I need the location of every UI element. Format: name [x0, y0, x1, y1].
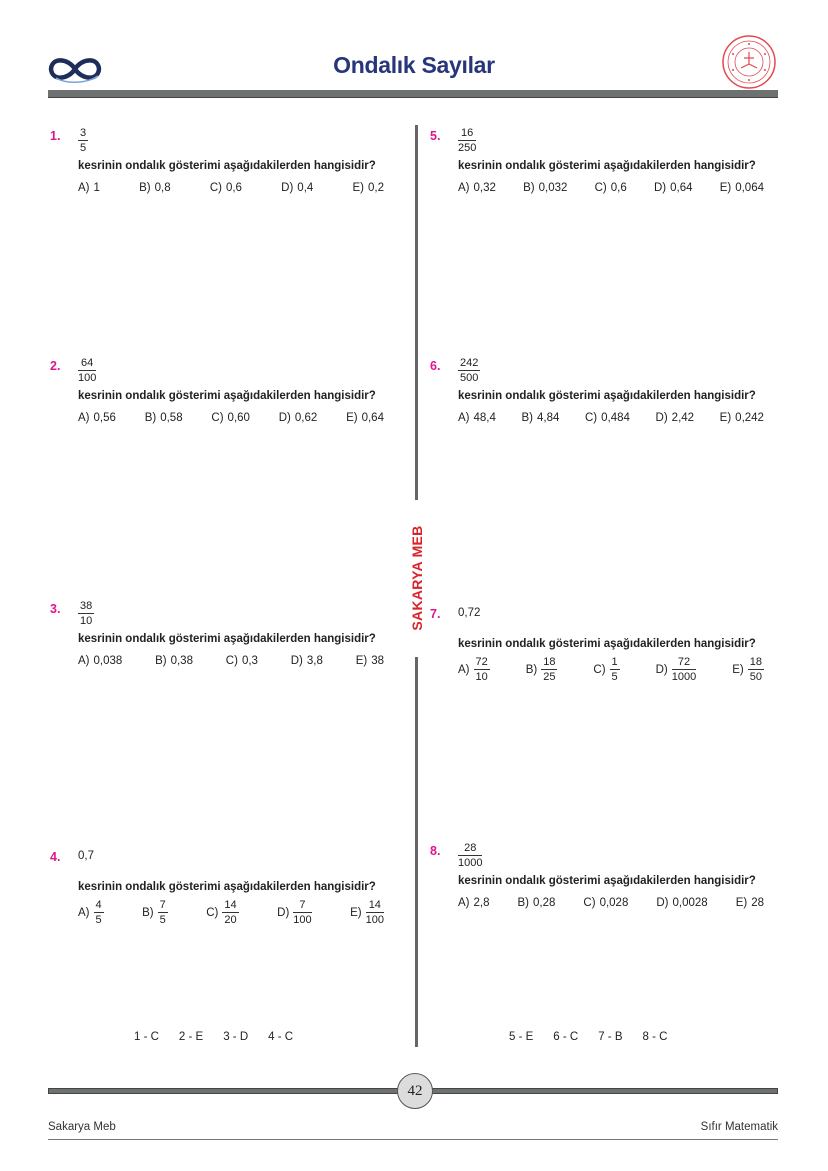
option-label: E) — [350, 906, 362, 919]
ministry-seal — [721, 34, 777, 90]
option-label: E) — [346, 412, 358, 424]
fraction-denominator: 500 — [460, 372, 479, 384]
option-a[interactable] — [78, 899, 104, 926]
fraction-numerator: 7 — [159, 899, 166, 911]
question-number: 5. — [430, 129, 441, 143]
fraction-numerator: 3 — [80, 127, 87, 139]
option-label: A) — [458, 412, 470, 424]
question-stem — [458, 842, 788, 872]
option-d[interactable] — [656, 897, 707, 909]
option-fraction — [474, 656, 490, 683]
fraction-denominator: 5 — [95, 914, 102, 926]
option-label: B) — [144, 412, 157, 424]
option-e[interactable] — [720, 182, 764, 194]
option-label: E) — [719, 412, 732, 424]
question-stem — [78, 357, 408, 387]
stem-decimal: 0,7 — [78, 850, 94, 862]
option-label: E) — [719, 182, 732, 194]
option-a[interactable] — [78, 182, 100, 194]
option-value: 0,2 — [368, 182, 384, 194]
option-b[interactable] — [523, 182, 567, 194]
question-number: 2. — [50, 359, 61, 373]
question-7 — [430, 605, 788, 683]
option-b[interactable] — [142, 899, 168, 926]
option-value: 0,62 — [294, 412, 318, 424]
question-5 — [430, 127, 788, 194]
fraction-bar — [94, 912, 104, 913]
option-label: E) — [732, 663, 744, 676]
option-label: C) — [594, 182, 607, 194]
answer-key-item: 4 - C — [268, 1031, 294, 1043]
fraction-denominator: 50 — [749, 671, 762, 683]
option-value: 0,038 — [93, 655, 123, 667]
option-value: 0,032 — [538, 182, 568, 194]
question-number: 4. — [50, 850, 61, 864]
answer-key-item: 3 - D — [223, 1031, 249, 1043]
option-fraction — [748, 656, 764, 683]
option-label: D) — [290, 655, 303, 667]
fraction-numerator: 18 — [543, 656, 556, 668]
option-value: 28 — [751, 897, 764, 909]
option-label: B) — [155, 655, 167, 667]
question-1 — [50, 127, 408, 194]
column-divider-bottom — [415, 657, 418, 1047]
option-fraction — [293, 899, 311, 926]
option-value: 2,8 — [473, 897, 490, 909]
option-value: 0,64 — [361, 412, 384, 424]
option-fraction — [94, 899, 104, 926]
question-text: kesrinin ondalık gösterimi aşağıdakilerden hangisidir? — [78, 160, 376, 172]
option-value: 0,0028 — [672, 897, 708, 909]
option-label: B) — [521, 412, 533, 424]
option-value: 3,8 — [306, 655, 323, 667]
page-number: 42 — [397, 1073, 433, 1109]
question-stem — [78, 600, 408, 630]
fraction-numerator: 72 — [475, 656, 488, 668]
question-text: kesrinin ondalık gösterimi aşağıdakilerden hangisidir? — [458, 638, 756, 650]
fraction-denominator: 10 — [475, 671, 488, 683]
fraction-bar — [158, 912, 168, 913]
option-label: C) — [585, 412, 598, 424]
option-value: 0,484 — [601, 412, 630, 424]
answer-key-item: 5 - E — [509, 1031, 534, 1043]
option-label: E) — [735, 897, 748, 909]
footer-line — [48, 1139, 778, 1140]
question-text: kesrinin ondalık gösterimi aşağıdakilerden hangisidir? — [78, 390, 376, 402]
question-text: kesrinin ondalık gösterimi aşağıdakilerden hangisidir? — [78, 633, 376, 645]
option-d[interactable] — [277, 899, 312, 926]
option-value: 0,242 — [735, 412, 764, 424]
question-number: 6. — [430, 359, 441, 373]
fraction-bar — [748, 669, 764, 670]
option-label: D) — [277, 906, 290, 919]
option-label: C) — [209, 182, 222, 194]
option-value: 0,56 — [93, 412, 116, 424]
column-divider-top — [415, 125, 418, 500]
option-b[interactable] — [155, 655, 193, 667]
option-a[interactable] — [458, 412, 496, 424]
fraction-bar — [541, 669, 557, 670]
option-label: C) — [211, 412, 224, 424]
fraction-bar — [474, 669, 490, 670]
stem-fraction — [78, 357, 96, 384]
question-stem — [458, 127, 788, 157]
option-c[interactable] — [211, 412, 250, 424]
fraction-denominator: 5 — [80, 142, 87, 154]
option-label: D) — [655, 663, 668, 676]
option-c[interactable] — [585, 412, 630, 424]
option-label: A) — [458, 663, 470, 676]
fraction-numerator: 14 — [224, 899, 237, 911]
option-value: 1 — [93, 182, 100, 194]
stem-fraction — [78, 600, 94, 627]
option-label: A) — [78, 412, 90, 424]
option-value: 0,32 — [473, 182, 496, 194]
option-value: 0,3 — [241, 655, 258, 667]
option-label: A) — [78, 655, 90, 667]
option-value: 4,84 — [537, 412, 560, 424]
fraction-denominator: 25 — [543, 671, 556, 683]
fraction-numerator: 1 — [611, 656, 618, 668]
option-fraction — [366, 899, 384, 926]
answer-options — [458, 656, 764, 683]
side-label-text: SAKARYA MEB — [409, 524, 425, 631]
option-value: 0,4 — [297, 182, 314, 194]
question-number: 3. — [50, 602, 61, 616]
option-label: A) — [78, 906, 90, 919]
question-8 — [430, 842, 788, 909]
question-stem — [458, 357, 788, 387]
question-stem — [78, 127, 408, 157]
option-label: D) — [278, 412, 291, 424]
stem-decimal: 0,72 — [458, 607, 481, 619]
option-a[interactable] — [458, 897, 490, 909]
option-c[interactable] — [595, 182, 627, 194]
fraction-denominator: 5 — [159, 914, 166, 926]
footer-right-text: Sıfır Matematik — [700, 1121, 778, 1133]
answer-key-item: 2 - E — [178, 1031, 204, 1043]
fraction-numerator: 28 — [464, 842, 477, 854]
fraction-numerator: 16 — [461, 127, 474, 139]
fraction-bar — [672, 669, 696, 670]
option-b[interactable] — [145, 412, 183, 424]
answer-options — [458, 182, 764, 194]
option-b[interactable] — [139, 182, 171, 194]
answer-options — [458, 412, 764, 424]
question-number: 1. — [50, 129, 61, 143]
option-d[interactable] — [656, 412, 695, 424]
fraction-bar — [458, 370, 480, 371]
option-label: B) — [523, 182, 535, 194]
question-6 — [430, 357, 788, 424]
option-label: E) — [352, 182, 364, 194]
fraction-bar — [78, 140, 88, 141]
option-label: D) — [655, 412, 668, 424]
fraction-bar — [78, 370, 96, 371]
answer-options — [78, 899, 384, 926]
answer-options — [78, 182, 384, 194]
option-e[interactable] — [346, 412, 384, 424]
option-value: 0,58 — [160, 412, 183, 424]
question-4 — [50, 848, 408, 926]
fraction-denominator: 20 — [224, 914, 237, 926]
fraction-denominator: 1000 — [671, 671, 697, 683]
fraction-denominator: 100 — [365, 914, 384, 926]
question-text: kesrinin ondalık gösterimi aşağıdakilerden hangisidir? — [458, 390, 756, 402]
header-divider-bar — [48, 90, 778, 98]
option-value: 38 — [371, 655, 384, 667]
answer-key-right — [509, 1031, 687, 1043]
option-b[interactable] — [526, 656, 558, 683]
option-a[interactable] — [78, 412, 116, 424]
option-value: 0,64 — [670, 182, 693, 194]
option-fraction — [541, 656, 557, 683]
fraction-denominator: 250 — [458, 142, 477, 154]
question-number: 8. — [430, 844, 441, 858]
fraction-numerator: 7 — [299, 899, 306, 911]
question-2 — [50, 357, 408, 424]
option-d[interactable] — [281, 182, 313, 194]
option-label: B) — [525, 663, 538, 676]
option-label: C) — [583, 897, 596, 909]
fraction-bar — [78, 613, 94, 614]
option-a[interactable] — [458, 656, 490, 683]
option-c[interactable] — [583, 897, 628, 909]
question-stem — [78, 848, 408, 878]
fraction-bar — [458, 855, 482, 856]
option-value: 0,28 — [533, 897, 556, 909]
fraction-numerator: 242 — [460, 357, 479, 369]
option-value: 0,064 — [735, 182, 764, 194]
answer-options — [78, 412, 384, 424]
fraction-denominator: 5 — [611, 671, 618, 683]
answer-key-item: 8 - C — [642, 1031, 668, 1043]
option-e[interactable] — [732, 656, 764, 683]
footer-left-text: Sakarya Meb — [48, 1121, 116, 1133]
fraction-bar — [293, 912, 311, 913]
option-c[interactable] — [206, 899, 238, 926]
option-c[interactable] — [593, 656, 619, 683]
option-b[interactable] — [522, 412, 560, 424]
fraction-numerator: 72 — [677, 656, 691, 668]
option-label: D) — [281, 182, 294, 194]
option-label: C) — [593, 663, 606, 676]
fraction-bar — [610, 669, 620, 670]
question-text: kesrinin ondalık gösterimi aşağıdakilerden hangisidir? — [458, 160, 756, 172]
option-label: B) — [517, 897, 530, 909]
stem-fraction — [458, 127, 476, 154]
fraction-bar — [222, 912, 238, 913]
option-value: 48,4 — [473, 412, 496, 424]
stem-fraction — [458, 842, 482, 869]
fraction-numerator: 38 — [80, 600, 93, 612]
option-value: 0,6 — [610, 182, 627, 194]
answer-options — [78, 655, 384, 667]
answer-key-item: 6 - C — [553, 1031, 579, 1043]
option-label: C) — [206, 906, 219, 919]
option-b[interactable] — [518, 897, 556, 909]
fraction-denominator: 10 — [80, 615, 93, 627]
question-number: 7. — [430, 607, 441, 621]
option-label: A) — [458, 182, 470, 194]
option-value: 0,6 — [225, 182, 242, 194]
option-a[interactable] — [458, 182, 496, 194]
fraction-numerator: 4 — [95, 899, 102, 911]
fraction-denominator: 100 — [78, 372, 97, 384]
option-d[interactable] — [291, 655, 323, 667]
option-value: 2,42 — [671, 412, 695, 424]
option-fraction — [158, 899, 168, 926]
question-text: kesrinin ondalık gösterimi aşağıdakilerden hangisidir? — [78, 881, 376, 893]
option-label: A) — [458, 897, 470, 909]
option-e[interactable] — [720, 412, 764, 424]
fraction-numerator: 18 — [749, 656, 762, 668]
option-label: C) — [225, 655, 238, 667]
option-fraction — [222, 899, 238, 926]
option-fraction — [672, 656, 696, 683]
fraction-denominator: 1000 — [458, 857, 483, 869]
page-title: Ondalık Sayılar — [333, 52, 495, 78]
fraction-numerator: 14 — [368, 899, 381, 911]
option-label: D) — [653, 182, 667, 194]
option-label: B) — [139, 182, 151, 194]
option-c[interactable] — [210, 182, 242, 194]
option-e[interactable] — [736, 897, 764, 909]
fraction-denominator: 100 — [293, 914, 312, 926]
option-a[interactable] — [78, 655, 122, 667]
option-c[interactable] — [226, 655, 258, 667]
option-value: 0,028 — [599, 897, 629, 909]
option-label: B) — [142, 906, 154, 919]
option-d[interactable] — [654, 182, 693, 194]
option-e[interactable] — [356, 655, 384, 667]
option-label: A) — [78, 182, 90, 194]
option-label: E) — [355, 655, 368, 667]
option-e[interactable] — [350, 899, 384, 926]
option-label: D) — [656, 897, 669, 909]
option-value: 0,38 — [170, 655, 193, 667]
option-value: 0,60 — [227, 412, 250, 424]
question-3 — [50, 600, 408, 667]
answer-key-item: 7 - B — [598, 1031, 623, 1043]
option-value: 0,8 — [154, 182, 171, 194]
stem-fraction — [78, 127, 88, 154]
option-fraction — [610, 656, 620, 683]
answer-key-item: 1 - C — [134, 1031, 159, 1043]
answer-key-left — [134, 1031, 313, 1043]
option-d[interactable] — [279, 412, 318, 424]
question-stem — [458, 605, 788, 635]
fraction-bar — [366, 912, 384, 913]
question-text: kesrinin ondalık gösterimi aşağıdakilerden hangisidir? — [458, 875, 756, 887]
option-e[interactable] — [353, 182, 385, 194]
answer-options — [458, 897, 764, 909]
stem-fraction — [458, 357, 480, 384]
fraction-bar — [458, 140, 476, 141]
option-d[interactable] — [656, 656, 697, 683]
fraction-numerator: 64 — [81, 357, 94, 369]
